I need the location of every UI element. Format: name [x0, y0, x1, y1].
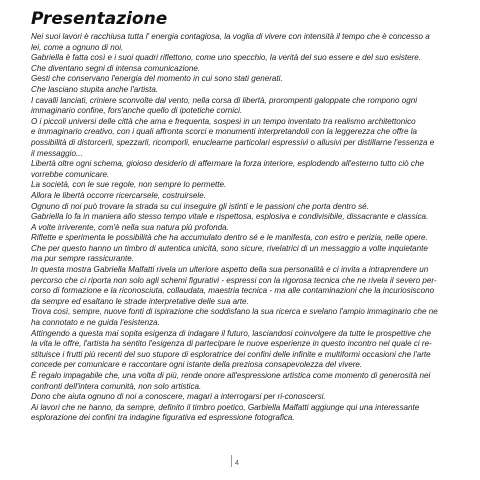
- body-line: ma pur sempre rassicurante.: [31, 254, 135, 264]
- body-line: ha connotato e ne guida l'esistenza.: [31, 318, 160, 328]
- body-line: Gabriella è fatta così e i suoi quadri riflettono, come uno specchio, la verità del suo essere e del suo esistere.: [31, 53, 422, 63]
- body-line: lei, come a ognuno di noi.: [31, 42, 124, 52]
- body-line: Riflette e sperimenta le possibilità che ha accumulato dentro sé e le manifesta, con estro e perizia, nelle opere.: [31, 233, 428, 243]
- body-line: I cavalli lanciati, criniere sconvolte dal vento, nella corsa di libertà, prorompenti galoppate che rompono ogni: [31, 95, 418, 105]
- body-line: Libertà oltre ogni schema, gioioso desiderio di affermare la forza interiore, esplodendo all'esterno tutto ciò che: [31, 159, 424, 169]
- page-title: Presentazione: [31, 9, 168, 29]
- body-line: O i piccoli universi delle città che ama e frequenta, sospesi in un tempo inventato tra realismo architettonico: [31, 116, 416, 126]
- body-line: la vita le offre, l'artista ha sentito l'esigenza di partecipare le nuove esperienze in questo incontro nel quale ci re-: [31, 339, 432, 349]
- body-line: In questa mostra Gabriella Malfatti rivela un ulteriore aspetto della sua personalità e ci invita a intraprendere un: [31, 265, 429, 275]
- body-line: A volte irriverente, com'è nella sua natura più profonda.: [31, 222, 229, 232]
- body-line: il messaggio...: [31, 148, 83, 158]
- body-line: Che per questo hanno un timbro di autentica unicità, sono sicure, rivelatrici di un messaggio a volte inquietante: [31, 243, 428, 253]
- body-line: vorrebbe comunicare.: [31, 169, 110, 179]
- body-line: possibilità di distorcerli, spezzarli, ricomporli, enuclearne particolari espressivi o allusivi per distillarne l'essenza e: [31, 137, 435, 147]
- page-number: 4: [235, 460, 239, 467]
- body-line: concede per comunicare e raccontare ogni istante della preziosa consapevolezza del vivere.: [31, 360, 363, 370]
- body-line: Ai lavori che ne hanno, da sempre, definito il timbro poetico, Garbiella Malfatti aggiunge qui una interessante: [31, 402, 420, 412]
- body-line: Nei suoi lavori è racchiusa tutta l' energia contagiosa, la voglia di vivere con intensità il tempo che è concesso a: [31, 32, 430, 41]
- body-line: La società, con le sue regole, non sempre lo permette.: [31, 180, 227, 190]
- body-line: immaginario confine, fors'anche quello di ipotetiche cornici.: [31, 106, 243, 116]
- body-line: Gabriella lo fa in maniera allo stesso tempo vitale e rispettosa, esplosiva e condivisibile, dissacrante e classica.: [31, 212, 429, 222]
- body-line: Dono che aiuta ognuno di noi a conoscere, magari a interrogarsi per ri-conoscersi.: [31, 392, 326, 402]
- page-number-rule: [231, 455, 232, 467]
- body-line: Attingendo a questa mai sopita esigenza di indagare il futuro, lasciandosi coinvolgere da tutte le prospettive che: [31, 328, 431, 338]
- body-line: percorso che ci riporta non solo agli schemi figurativi - espressi con la rigorosa tecnica che ne rivela il severo per-: [31, 275, 437, 285]
- presentation-body: [31, 32, 463, 424]
- body-line: Che lasciano stupita anche l'artista.: [31, 84, 159, 94]
- body-line: È regalo impagabile che, una volta di più, rende onore all'espressione artistica come momento di generosità nei: [31, 371, 431, 380]
- body-line: Gesti che conservano l'energia del momento in cui sono stati generati.: [31, 74, 283, 84]
- body-line: Trova così, sempre, nuove fonti di ispirazione che soddisfano la sua ricerca e svelano l'ampio immaginario che ne: [31, 307, 438, 317]
- body-line: Ognuno di noi può trovare la strada su cui inseguire gli istinti e le passioni che porta dentro sé.: [31, 201, 369, 211]
- body-line: Che diventano segni di intensa comunicazione.: [31, 63, 201, 73]
- body-line: corso di formazione e la riconosciuta, collaudata, maestria tecnica - ma alle contaminazioni che la incuriosiscono: [31, 286, 435, 296]
- body-line: Allora le libertà occorre ricercarsele, costruirsele.: [31, 190, 206, 200]
- body-line: da sempre ed esaltano le strade interpretative delle sua arte.: [31, 296, 249, 306]
- body-line: stituisce i frutti più recenti del suo stupore di esploratrice dei confini delle infinite e multiformi occasioni che l'arte: [31, 349, 431, 359]
- body-line: confronti dell'intera comunità, non solo artistica.: [31, 381, 202, 391]
- body-line: esplorazione dei confini tra indagine figurativa ed espressione fotografica.: [31, 413, 295, 423]
- body-line: e immaginario creativo, con i quali affronta scorci e monumenti interpretandoli con la leggerezza che offre la: [31, 127, 418, 137]
